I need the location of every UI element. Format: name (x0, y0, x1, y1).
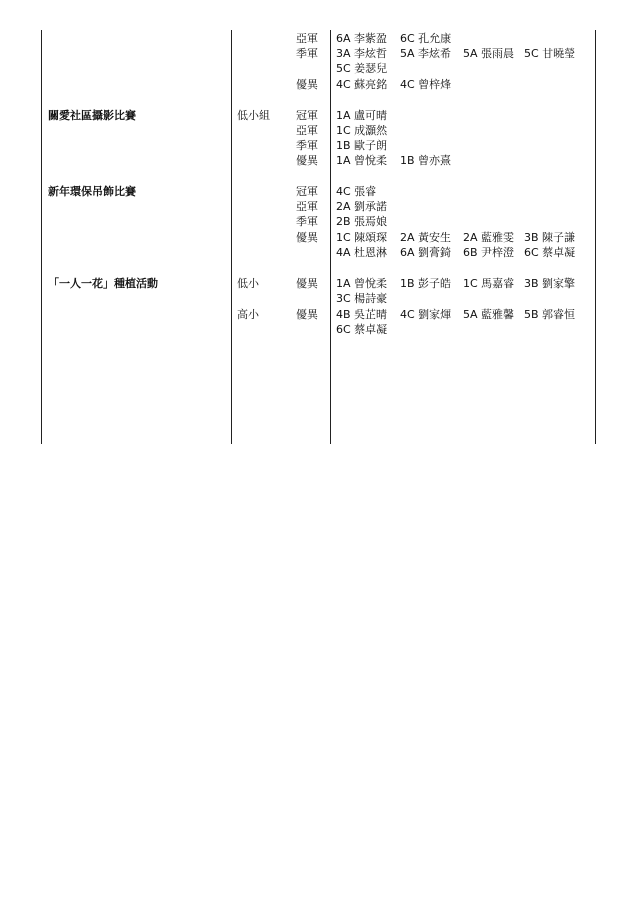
award-label: 季軍 (296, 215, 318, 228)
student-name: 3C 楊詩豪 (336, 292, 388, 305)
award-label: 亞軍 (296, 200, 318, 213)
student-name: 1A 曾悅柔 (336, 277, 388, 290)
event-title: 新年環保吊飾比賽 (48, 185, 136, 198)
student-name: 1B 彭子皓 (400, 277, 452, 290)
student-name: 2A 黃安生 (400, 231, 452, 244)
student-name: 1B 歐子朗 (336, 139, 388, 152)
group-label: 高小 (237, 308, 259, 321)
student-name: 6C 蔡卓凝 (524, 246, 576, 259)
student-name: 6C 蔡卓凝 (336, 323, 388, 336)
award-label: 優異 (296, 308, 318, 321)
student-name: 6C 孔允康 (400, 32, 452, 45)
student-name: 4C 曾梓烽 (400, 78, 452, 91)
table-border-right (595, 30, 596, 444)
student-name: 3B 劉家擎 (524, 277, 576, 290)
award-label: 冠軍 (296, 185, 318, 198)
student-name: 6B 尹梓澄 (463, 246, 515, 259)
award-label: 優異 (296, 154, 318, 167)
award-label: 亞軍 (296, 124, 318, 137)
student-name: 5C 甘曉瑩 (524, 47, 576, 60)
student-name: 4B 吳芷晴 (336, 308, 388, 321)
award-label: 季軍 (296, 47, 318, 60)
student-name: 2A 藍雅雯 (463, 231, 515, 244)
student-name: 1C 成灝然 (336, 124, 388, 137)
group-label: 低小組 (237, 109, 270, 122)
student-name: 1C 陳頌琛 (336, 231, 388, 244)
student-name: 1C 馬嘉睿 (463, 277, 515, 290)
award-label: 亞軍 (296, 32, 318, 45)
student-name: 3B 陳子謙 (524, 231, 576, 244)
student-name: 4C 蘇亮銘 (336, 78, 388, 91)
award-label: 冠軍 (296, 109, 318, 122)
table-divider-names (330, 30, 331, 444)
award-label: 優異 (296, 277, 318, 290)
award-label: 優異 (296, 231, 318, 244)
student-name: 5A 張雨晨 (463, 47, 515, 60)
student-name: 5A 藍雅馨 (463, 308, 515, 321)
event-title: 關愛社區攝影比賽 (48, 109, 136, 122)
student-name: 2B 張焉娘 (336, 215, 388, 228)
student-name: 6A 劉膏錡 (400, 246, 452, 259)
group-label: 低小 (237, 277, 259, 290)
student-name: 2A 劉承諾 (336, 200, 388, 213)
award-label: 優異 (296, 78, 318, 91)
student-name: 4A 杜恩淋 (336, 246, 388, 259)
student-name: 4C 劉家煇 (400, 308, 452, 321)
table-border-left (41, 30, 42, 444)
event-title: 「一人一花」種植活動 (48, 277, 158, 290)
student-name: 5C 姜瑟兒 (336, 62, 388, 75)
student-name: 3A 李炫哲 (336, 47, 388, 60)
student-name: 5A 李炫希 (400, 47, 452, 60)
student-name: 1A 盧可晴 (336, 109, 388, 122)
table-divider-group (231, 30, 232, 444)
award-label: 季軍 (296, 139, 318, 152)
student-name: 5B 郭睿恒 (524, 308, 576, 321)
student-name: 6A 李紫盈 (336, 32, 388, 45)
student-name: 1B 曾亦熹 (400, 154, 452, 167)
student-name: 4C 張睿 (336, 185, 377, 198)
student-name: 1A 曾悅柔 (336, 154, 388, 167)
